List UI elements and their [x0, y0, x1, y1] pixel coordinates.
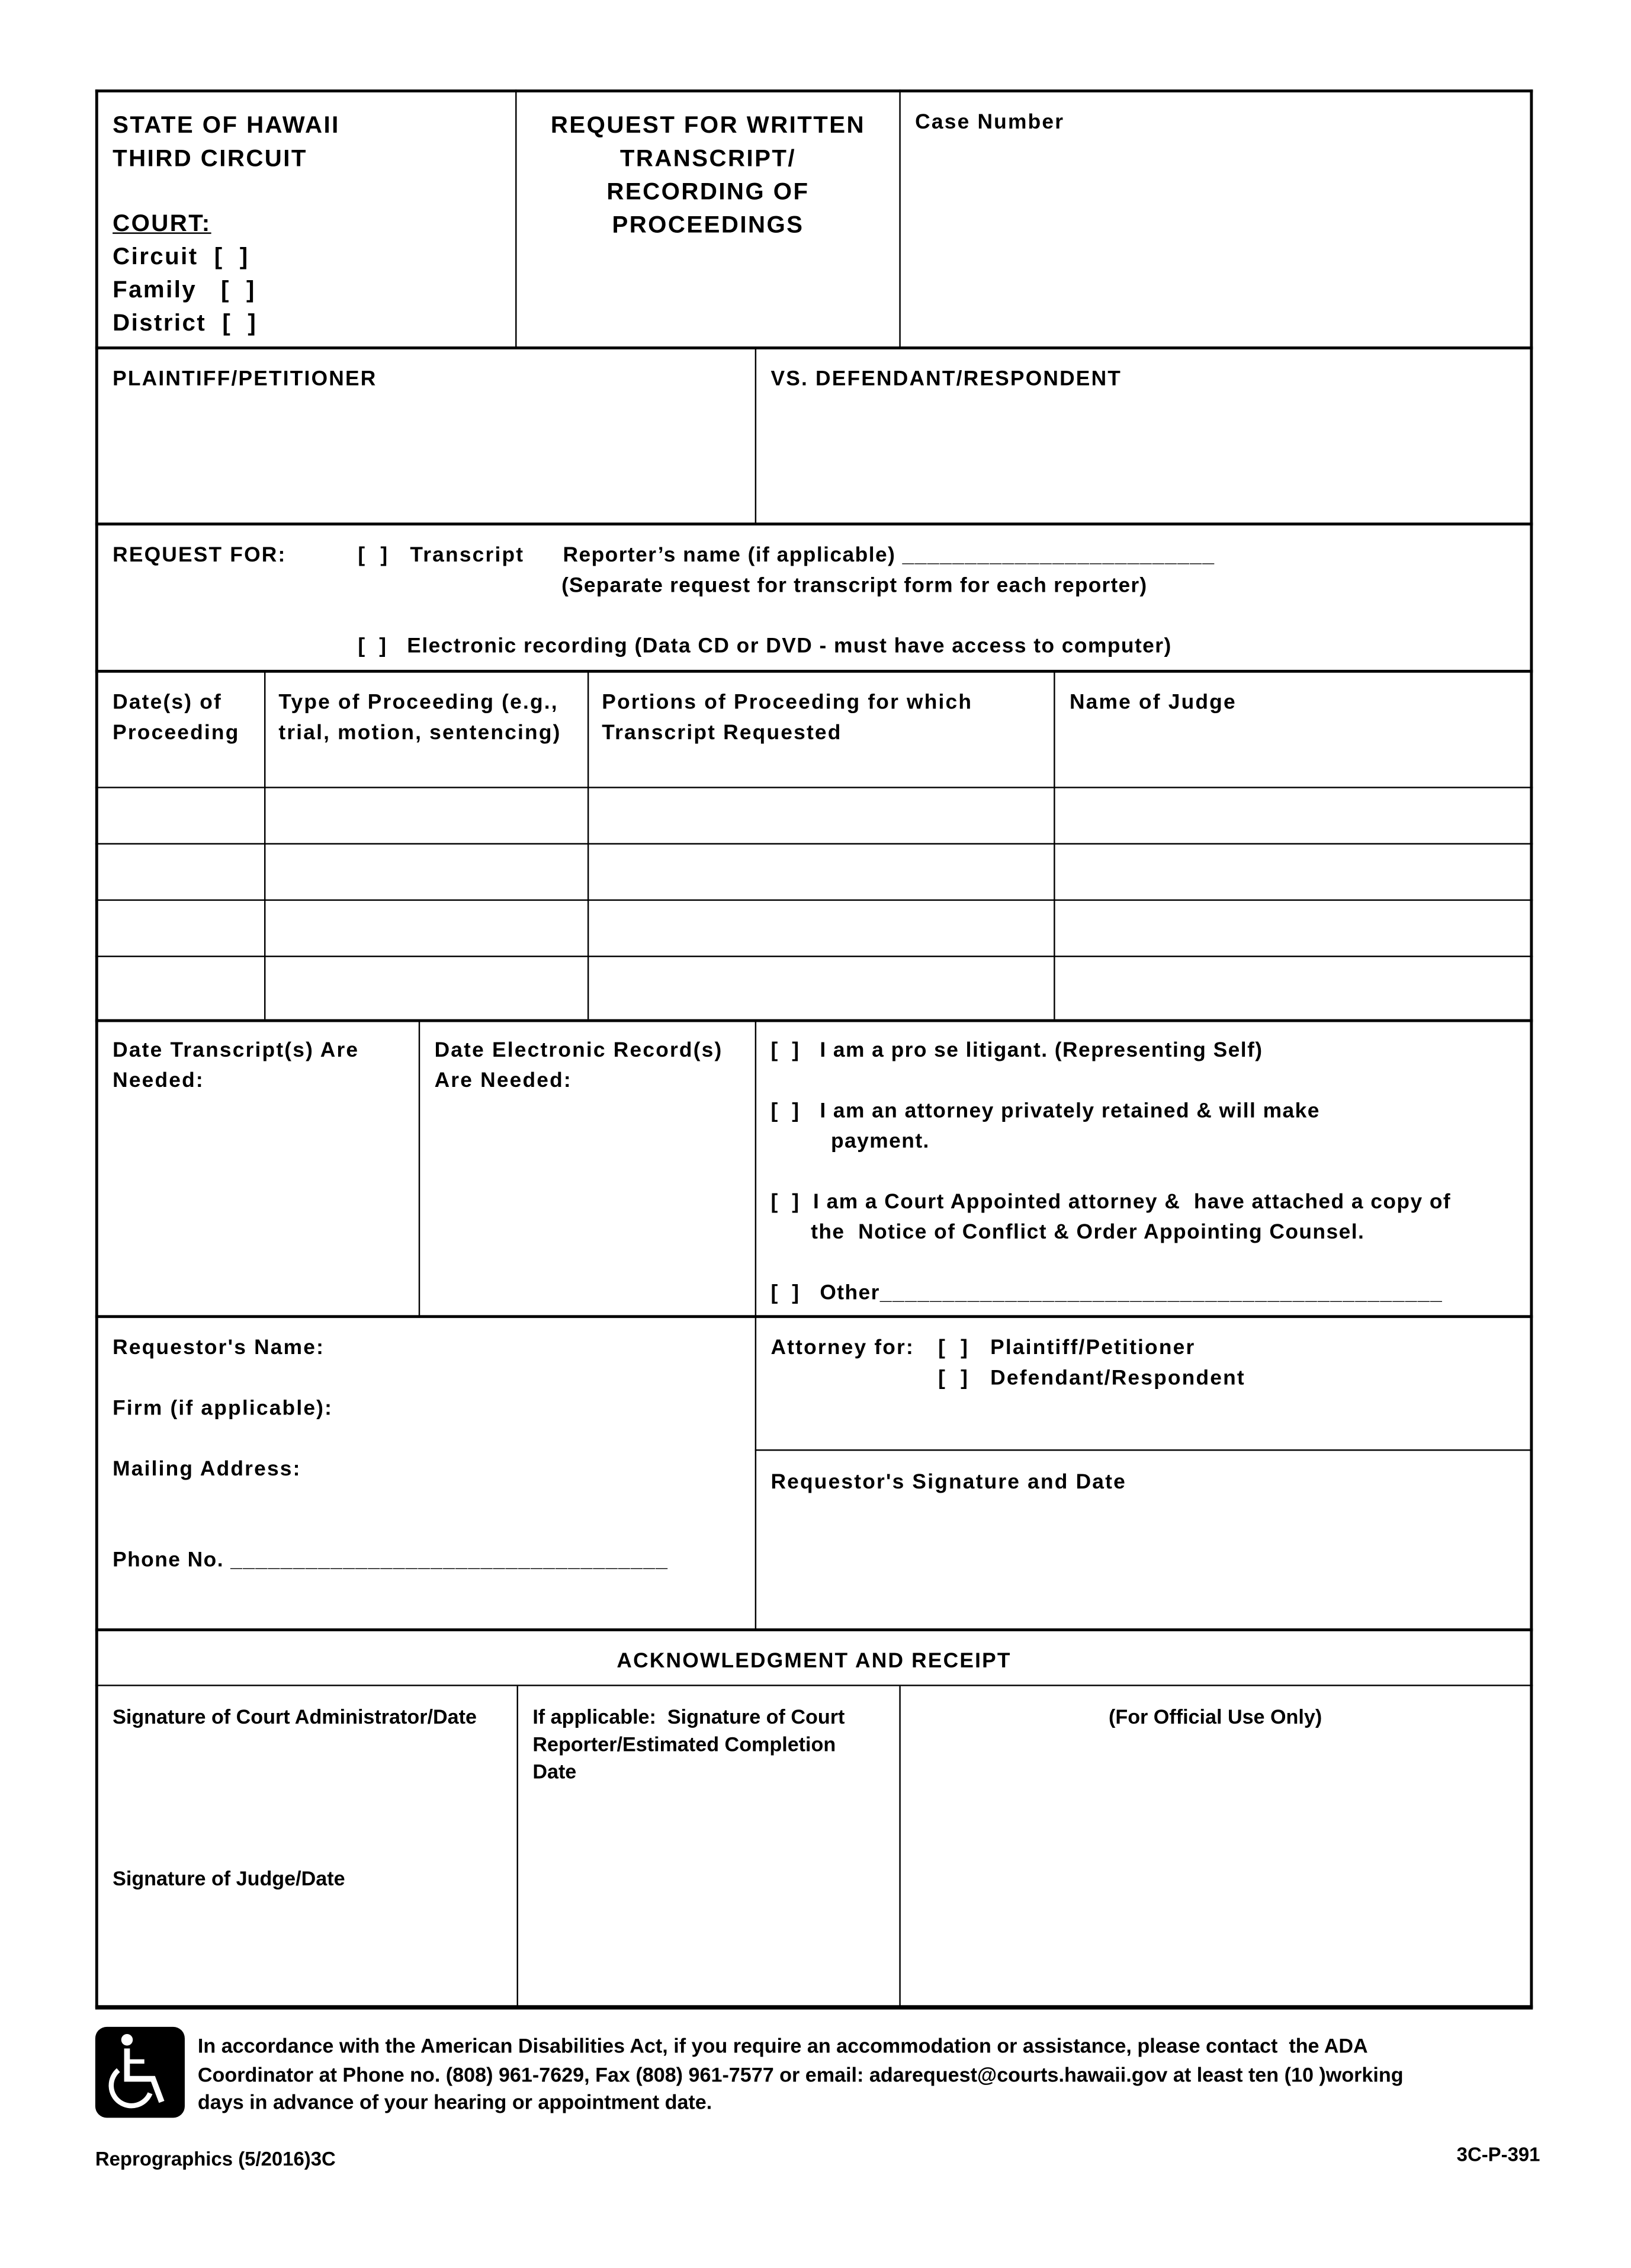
state-label: STATE OF HAWAII — [113, 113, 340, 139]
divider — [95, 1685, 1533, 1686]
divider — [755, 1449, 1532, 1451]
form-title-line: PROCEEDINGS — [612, 212, 804, 239]
separate-request-note: (Separate request for transcript form for each reporter) — [561, 575, 1148, 598]
date-electronic-needed-label: Date Electronic Record(s) Are Needed: — [434, 1039, 723, 1093]
ada-notice-line: In accordance with the American Disabilities Act, if you require an accommodation or assistance, please contact the ADA — [197, 2034, 1368, 2058]
divider — [899, 89, 900, 348]
col-header-portions: Portions of Proceeding for which Transcript Requested — [602, 691, 973, 745]
attorney-for-plaintiff-option[interactable]: [ ] Plaintiff/Petitioner — [938, 1336, 1196, 1360]
court-label: COURT: — [113, 210, 211, 237]
divider — [95, 670, 1533, 673]
divider — [517, 1686, 518, 2007]
court-reporter-signature-label: If applicable: Signature of Court Reporter/Estimated Completion Date — [532, 1705, 845, 1783]
firm-label: Firm (if applicable): — [113, 1397, 333, 1421]
attorney-for-label: Attorney for: — [770, 1336, 914, 1360]
acknowledgment-title: ACKNOWLEDGMENT AND RECEIPT — [617, 1650, 1012, 1673]
col-header-judge: Name of Judge — [1069, 691, 1237, 715]
divider — [95, 843, 1533, 844]
reporter-name-field[interactable]: Reporter’s name (if applicable) _________________________ — [563, 544, 1215, 567]
court-option-district[interactable]: District [ ] — [113, 310, 258, 336]
ada-notice-line: days in advance of your hearing or appointment date. — [197, 2090, 712, 2114]
pro-se-option[interactable]: [ ] I am a pro se litigant. (Representing Self) — [770, 1039, 1263, 1063]
divider — [755, 1021, 756, 1629]
reprographics-label: Reprographics (5/2016)3C — [95, 2148, 336, 2170]
request-for-label: REQUEST FOR: — [113, 544, 287, 567]
col-header-dates: Date(s) of Proceeding — [113, 691, 240, 745]
court-option-family[interactable]: Family [ ] — [113, 277, 256, 303]
form-border-left — [95, 89, 98, 2008]
divider — [95, 1019, 1533, 1022]
mailing-address-label: Mailing Address: — [113, 1458, 301, 1481]
transcript-checkbox[interactable]: [ ] Transcript — [358, 544, 525, 567]
circuit-label: THIRD CIRCUIT — [113, 146, 307, 172]
divider — [95, 1628, 1533, 1631]
divider — [587, 671, 589, 1019]
court-appointed-option[interactable]: [ ] I am a Court Appointed attorney & have attached a copy of the Notice of Conflict & Order Appointing Counsel. — [770, 1191, 1452, 1244]
form-border-top — [95, 89, 1533, 92]
divider — [95, 899, 1533, 900]
divider — [899, 1686, 900, 2007]
form-title-line: REQUEST FOR WRITTEN — [550, 113, 865, 139]
private-attorney-option[interactable]: [ ] I am an attorney privately retained & will make payment. — [770, 1100, 1320, 1154]
case-number-field[interactable] — [909, 145, 1523, 339]
judge-signature-label: Signature of Judge/Date — [113, 1866, 345, 1890]
phone-field[interactable]: Phone No. ___________________________________ — [113, 1549, 669, 1573]
divider — [419, 1021, 420, 1317]
form-title-line: RECORDING OF — [606, 179, 810, 206]
defendant-field[interactable] — [760, 399, 1526, 520]
col-header-type: Type of Proceeding (e.g., trial, motion, sentencing) — [278, 691, 561, 745]
divider — [95, 955, 1533, 957]
divider — [755, 348, 756, 524]
divider — [264, 671, 265, 1019]
plaintiff-label: PLAINTIFF/PETITIONER — [113, 368, 377, 392]
court-option-circuit[interactable]: Circuit [ ] — [113, 243, 249, 270]
plaintiff-field[interactable] — [101, 399, 751, 520]
date-transcripts-needed-label: Date Transcript(s) Are Needed: — [113, 1039, 359, 1093]
electronic-recording-checkbox[interactable]: [ ] Electronic recording (Data CD or DVD - must have access to computer) — [358, 635, 1172, 659]
requestor-signature-label: Requestor's Signature and Date — [770, 1471, 1126, 1494]
divider — [1054, 671, 1055, 1019]
requestor-signature-field[interactable] — [760, 1502, 1526, 1624]
case-number-label: Case Number — [915, 111, 1065, 134]
court-admin-signature-label: Signature of Court Administrator/Date — [113, 1705, 477, 1728]
form-title-line: TRANSCRIPT/ — [619, 146, 797, 172]
form-number: 3C-P-391 — [1456, 2144, 1540, 2166]
divider — [95, 522, 1533, 525]
divider — [95, 1315, 1533, 1318]
divider — [95, 347, 1533, 349]
other-option[interactable]: [ ] Other_____________________________________________ — [770, 1282, 1443, 1305]
official-use-label: (For Official Use Only) — [1108, 1705, 1322, 1728]
ada-notice-line: Coordinator at Phone no. (808) 961-7629, Fax (808) 961-7577 or email: adarequest@courts.hawaii.gov at least ten (10 )working — [197, 2062, 1404, 2086]
requestor-name-label: Requestor's Name: — [113, 1336, 325, 1360]
wheelchair-accessibility-icon — [95, 2027, 185, 2118]
attorney-for-defendant-option[interactable]: [ ] Defendant/Respondent — [938, 1367, 1245, 1391]
form-border-bottom — [95, 2005, 1533, 2009]
defendant-label: VS. DEFENDANT/RESPONDENT — [770, 368, 1122, 392]
divider — [95, 787, 1533, 788]
